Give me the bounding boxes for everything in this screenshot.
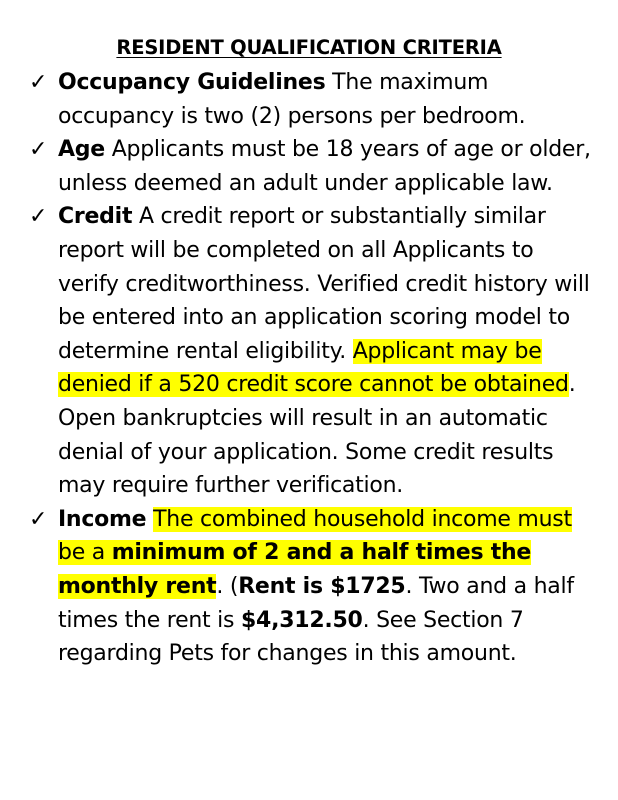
criteria-item-age	[0, 133, 600, 200]
check-mark-icon: ✓	[29, 506, 48, 532]
highlighted-text: The combined household income must be a	[58, 506, 572, 566]
highlighted-bold-text: minimum of 2 and a half times the monthly rent	[58, 540, 532, 599]
criteria-text: . Open bankruptcies will result in an automatic denial of your application. Some credit results may require further verification.	[58, 372, 576, 499]
criteria-item-credit	[0, 200, 600, 502]
rent-amount: Rent is $1725	[238, 573, 406, 599]
criteria-text: . Two and a half times the rent is	[58, 573, 574, 633]
check-mark-icon: ✓	[29, 70, 48, 95]
criteria-item-income	[0, 503, 600, 671]
criteria-label: Income	[58, 506, 147, 532]
criteria-text: A credit report or substantially similar report will be completed on all Applicants to verify creditworthiness. Verified credit history will be entered into an application scoring model to determine rental eligibility.	[58, 204, 590, 364]
criteria-text: Applicants must be 18 years of age or older, unless deemed an adult under applicable law.	[58, 137, 591, 196]
income-amount: $4,312.50	[240, 607, 363, 633]
page-title: RESIDENT QUALIFICATION CRITERIA	[116, 36, 502, 59]
criteria-text: The maximum occupancy is two (2) persons per bedroom.	[58, 70, 526, 129]
check-mark-icon: ✓	[29, 204, 48, 230]
criteria-text: . (	[216, 573, 239, 599]
criteria-label: Credit	[58, 204, 133, 230]
highlighted-text: Applicant may be denied if a 520 credit score cannot be obtained	[58, 338, 569, 398]
criteria-text: . See Section 7 regarding Pets for changes in this amount.	[58, 607, 524, 667]
criteria-item-occupancy	[0, 66, 600, 133]
criteria-list	[0, 66, 600, 671]
criteria-label: Age	[58, 137, 105, 163]
criteria-label: Occupancy Guidelines	[58, 70, 326, 95]
check-mark-icon: ✓	[29, 137, 48, 163]
